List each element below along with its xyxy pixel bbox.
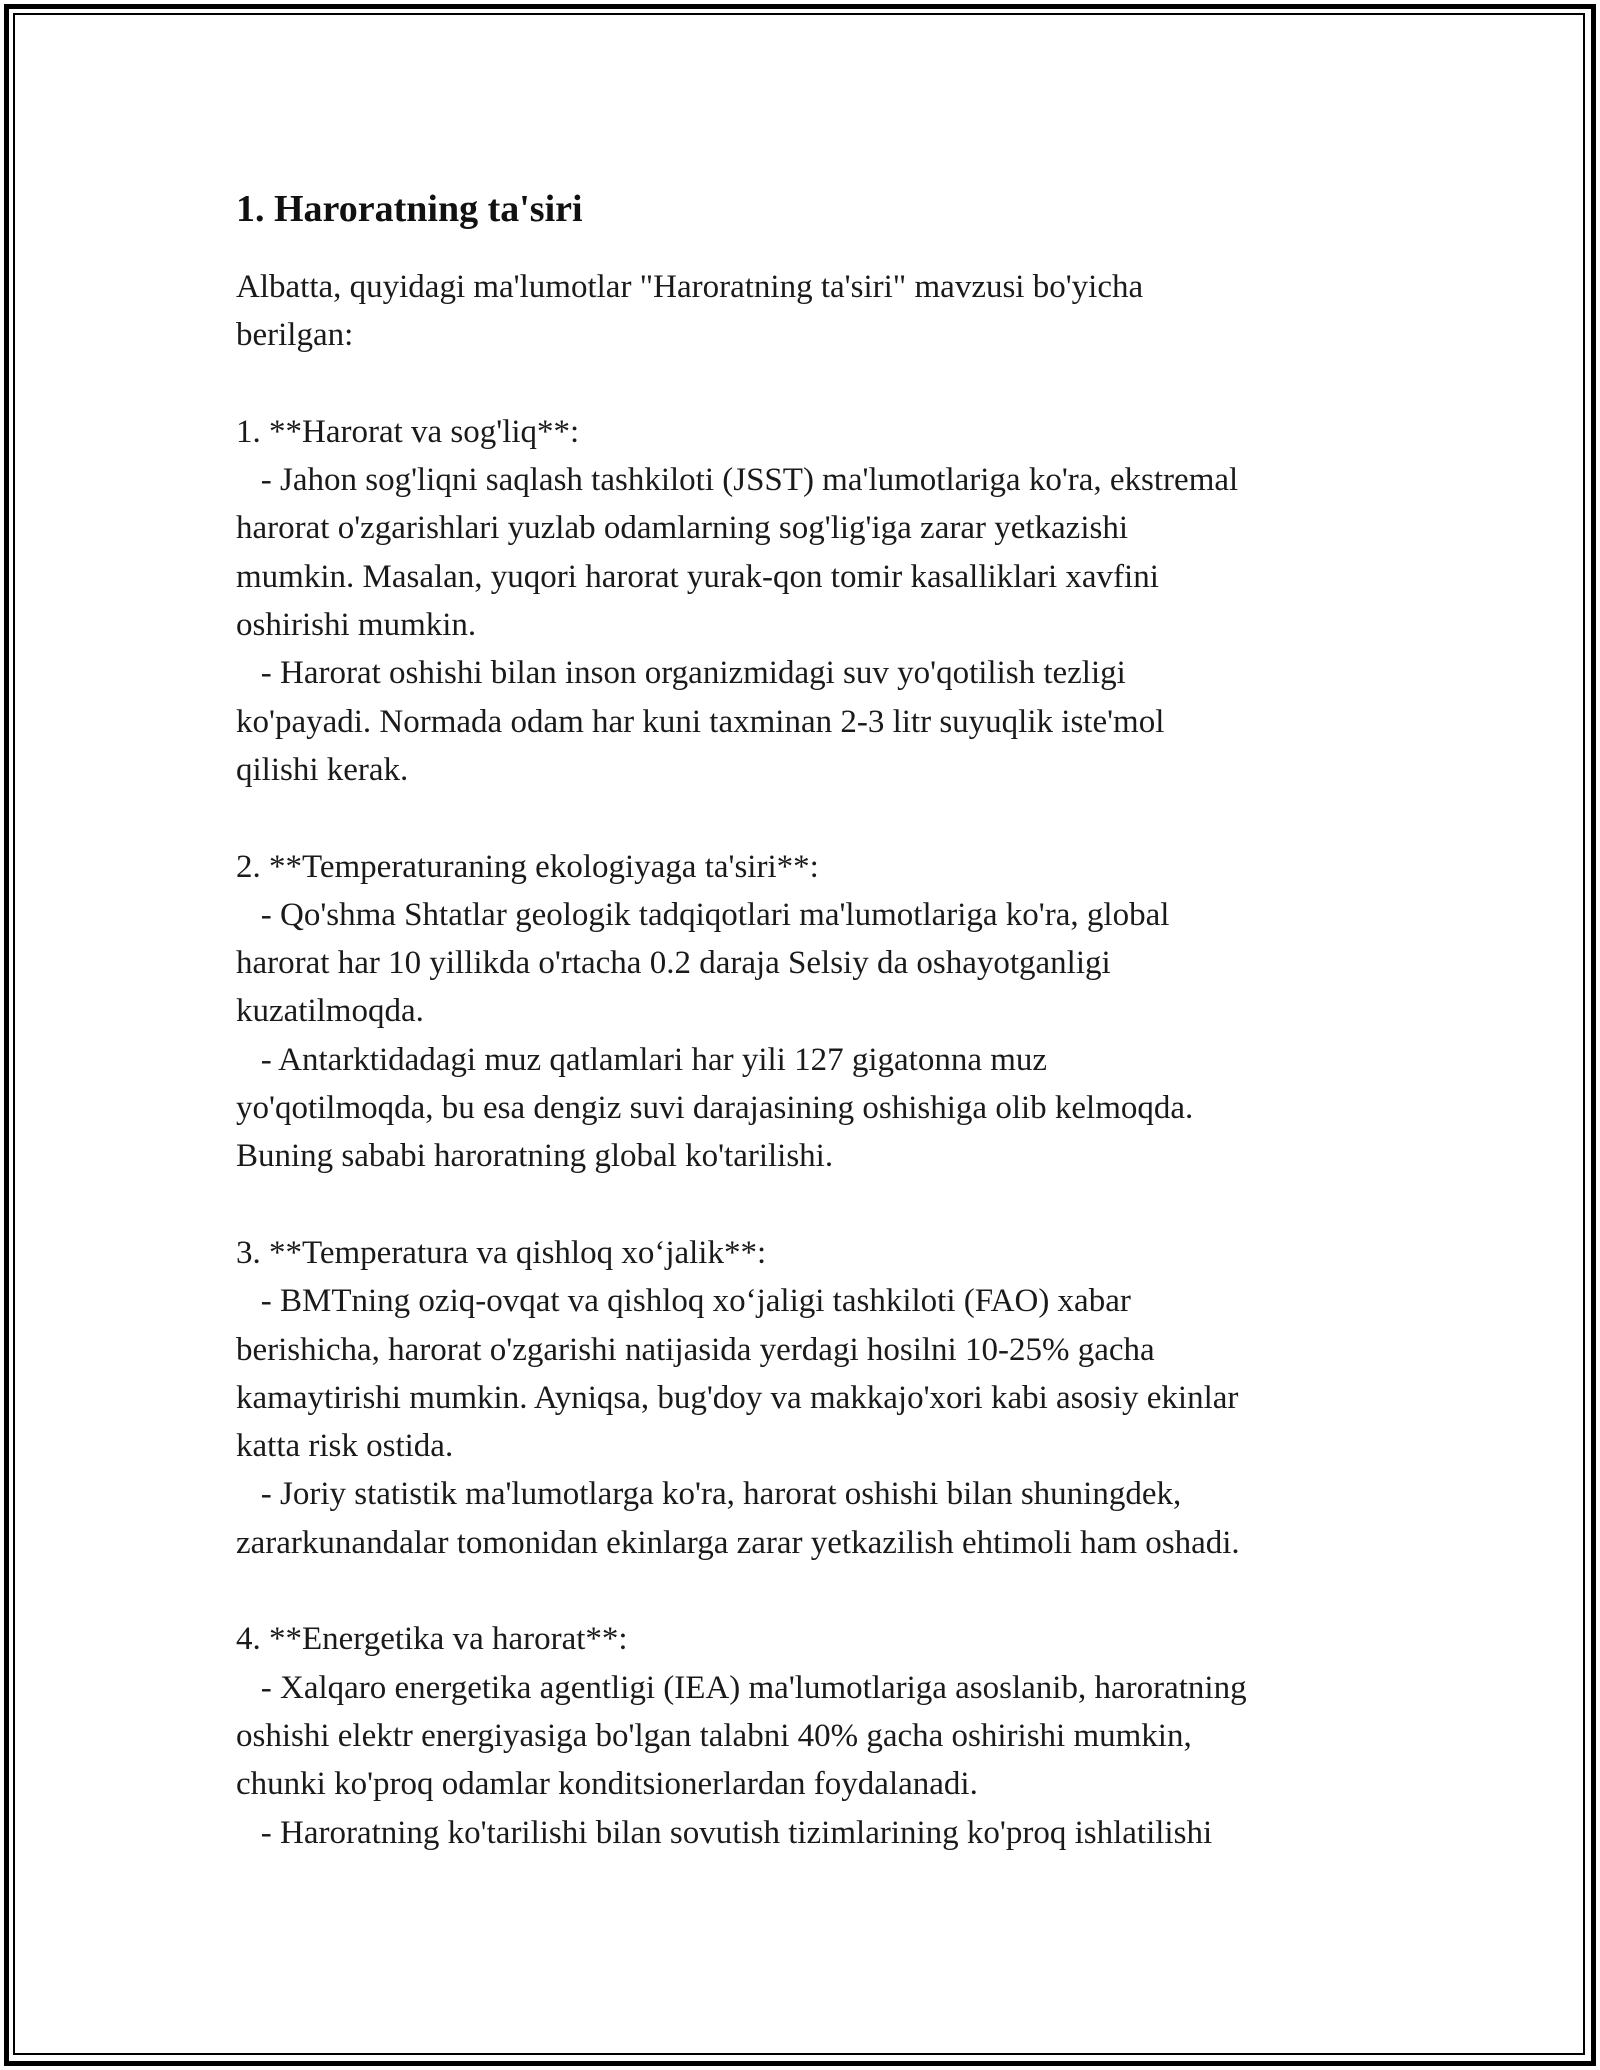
document-body: Albatta, quyidagi ma'lumotlar "Haroratning ta'siri" mavzusi bo'yicha berilgan: 1. **Harorat va sog'liq**: - Jahon sog'liqni saqlash tashkiloti (JSST) ma'lumotlariga ko'ra, ekstremal harorat o'zgarishlari yuzlab odamlarning sog'lig'iga zarar yetkazishi mumkin. Masalan, yuqori harorat yurak-qon tomir kasalliklari xavfini oshirishi mumkin. - Harorat oshishi bilan inson organizmidagi suv yo'qotilish tezligi ko'payadi. Normada odam har kuni taxminan 2-3 litr suyuqlik iste'mol qilishi kerak. 2. **Temperaturaning ekologiyaga ta'siri**: - Qo'shma Shtatlar geologik tadqiqotlari ma'lumotlariga ko'ra, global harorat har 10 yillikda o'rtacha 0.2 daraja Selsiy da oshayotganligi kuzatilmoqda. - Antarktidadagi muz qatlamlari har yili 127 gigatonna muz yo'qotilmoqda, bu esa dengiz suvi darajasining oshishiga olib kelmoqda. Buning sababi haroratning global ko'tarilishi. 3. **Temperatura va qishloq xo‘jalik**: - BMTning oziq-ovqat va qishloq xo‘jaligi tashkiloti (FAO) xabar berishicha, harorat o'zgarishi natijasida yerdagi hosilni 10-25% gacha kamaytirishi mumkin. Ayniqsa, bug'doy va makkajo'xori kabi asosiy ekinlar katta risk ostida. - Joriy statistik ma'lumotlarga ko'ra, harorat oshishi bilan shuningdek, zararkunandalar tomonidan ekinlarga zarar yetkazilish ehtimoli ham oshadi. 4. **Energetika va harorat**: - Xalqaro energetika agentligi (IEA) ma'lumotlariga asoslanib, haroratning oshishi elektr energiyasiga bo'lgan talabni 40% gacha oshirishi mumkin, chunki ko'proq odamlar konditsionerlardan foydalanadi. - Haroratning ko'tarilishi bilan sovutish tizimlarining ko'proq ishlatilishi [236, 269, 1247, 1851]
document-content [236, 185, 1376, 1857]
page-title: 1. Haroratning ta'siri [236, 188, 583, 230]
